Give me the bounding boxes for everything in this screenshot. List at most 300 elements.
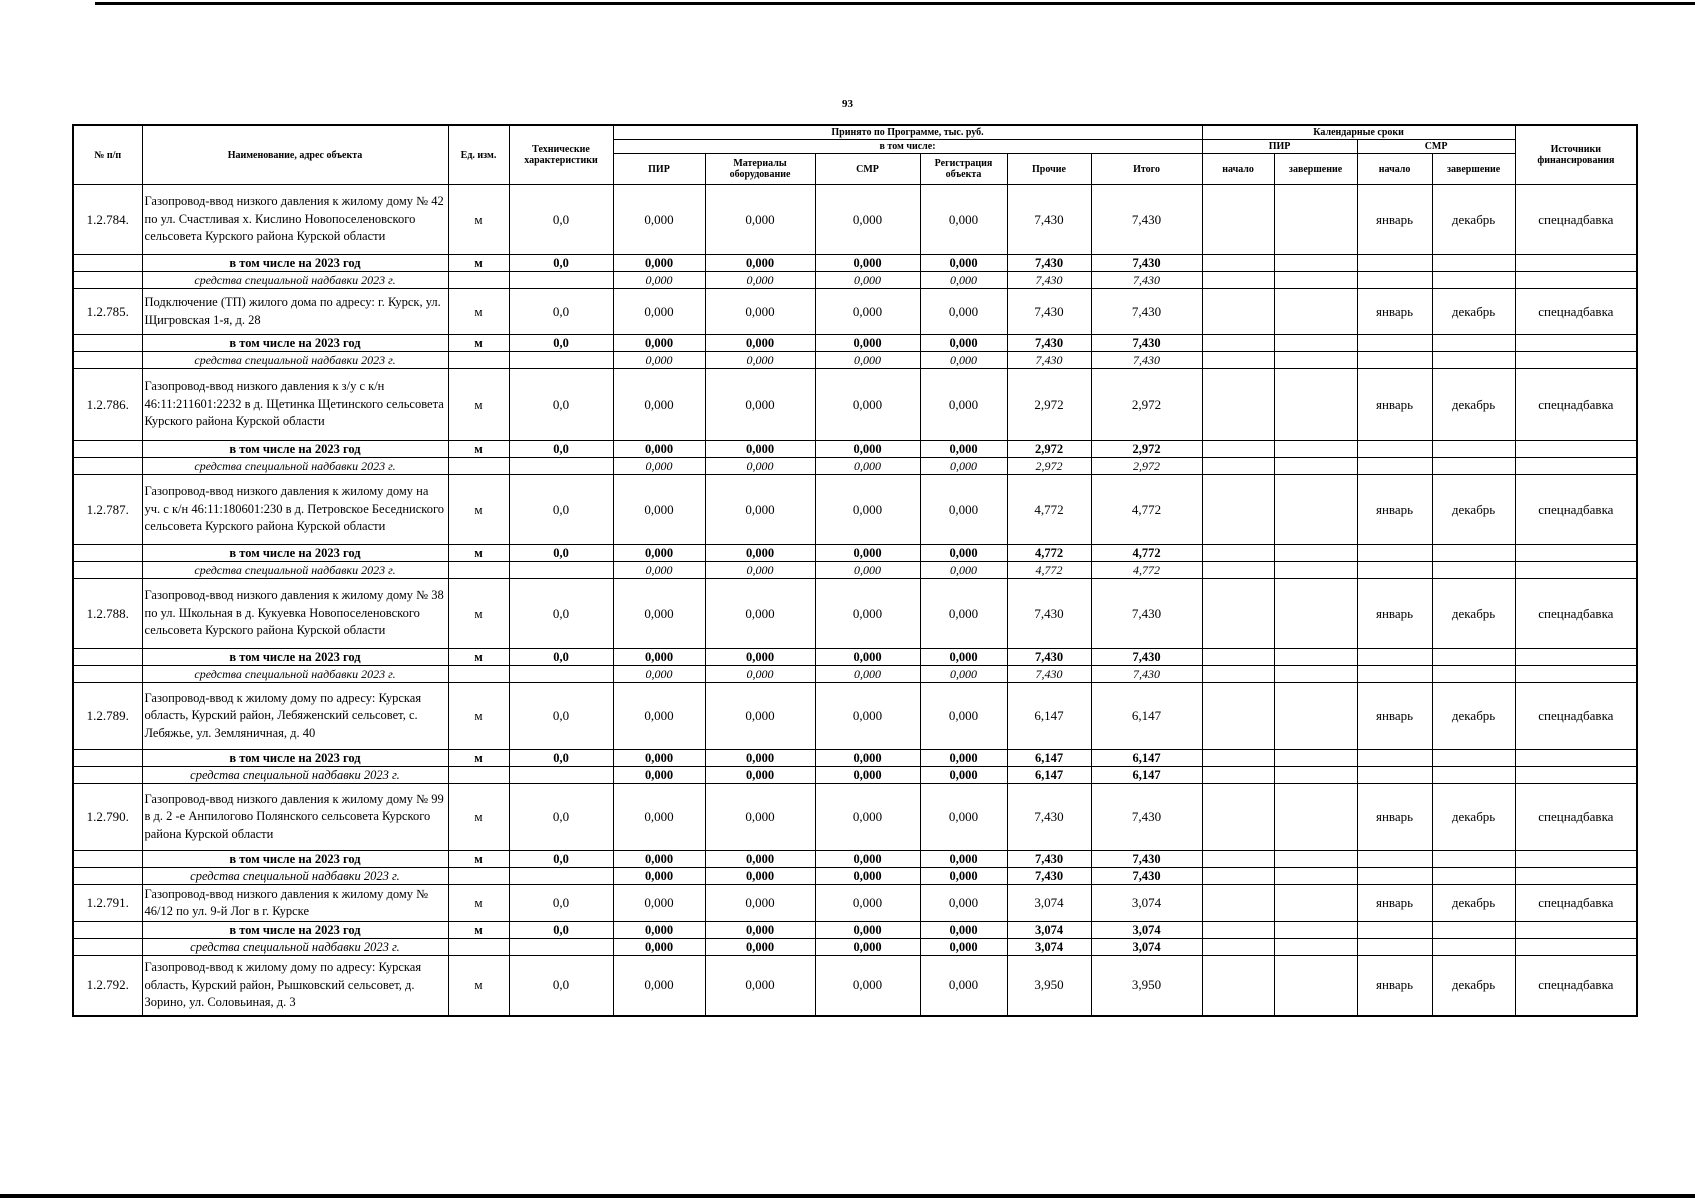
empty-cell <box>1274 335 1357 352</box>
unit-cell: м <box>448 289 509 335</box>
empty-cell <box>1357 272 1432 289</box>
materials-cell: 0,000 <box>705 885 815 922</box>
funding-row <box>73 868 1637 885</box>
pir-cell: 0,000 <box>613 255 705 272</box>
total-cell: 7,430 <box>1091 579 1202 649</box>
row-number <box>73 868 142 885</box>
empty-cell <box>1274 851 1357 868</box>
empty-cell <box>1274 255 1357 272</box>
smr-cell: 0,000 <box>815 956 920 1016</box>
unit-cell: м <box>448 649 509 666</box>
materials-cell: 0,000 <box>705 289 815 335</box>
registration-cell: 0,000 <box>920 885 1007 922</box>
col-registration: Регистрация объекта <box>920 154 1007 185</box>
row-number: 1.2.785. <box>73 289 142 335</box>
empty-cell <box>1432 352 1515 369</box>
unit-cell: м <box>448 683 509 750</box>
empty-cell <box>1357 750 1432 767</box>
smr-cell: 0,000 <box>815 458 920 475</box>
funding-label: средства специальной надбавки 2023 г. <box>142 352 448 369</box>
scan-bottom-edge <box>0 1194 1695 1198</box>
other-cell: 2,972 <box>1007 441 1091 458</box>
empty-cell <box>1432 922 1515 939</box>
reg-cell: 0,000 <box>920 441 1007 458</box>
empty-cell <box>1357 352 1432 369</box>
pir-start-cell <box>1202 956 1274 1016</box>
subtotal-row <box>73 851 1637 868</box>
reg-cell: 0,000 <box>920 649 1007 666</box>
empty-cell <box>1357 851 1432 868</box>
empty-cell <box>1432 441 1515 458</box>
row-number: 1.2.788. <box>73 579 142 649</box>
empty-cell <box>1202 939 1274 956</box>
empty-cell <box>1357 868 1432 885</box>
smr-cell: 0,000 <box>815 851 920 868</box>
empty-cell <box>1515 851 1637 868</box>
empty-cell <box>1274 922 1357 939</box>
col-unit: Ед. изм. <box>448 125 509 185</box>
unit-cell <box>448 272 509 289</box>
registration-cell: 0,000 <box>920 185 1007 255</box>
empty-cell <box>1515 441 1637 458</box>
pir-cell: 0,000 <box>613 868 705 885</box>
source-cell: спецнадбавка <box>1515 956 1637 1016</box>
unit-cell <box>448 939 509 956</box>
unit-cell: м <box>448 255 509 272</box>
source-cell: спецнадбавка <box>1515 475 1637 545</box>
total-cell: 7,430 <box>1091 851 1202 868</box>
smr-cell: 0,000 <box>815 289 920 335</box>
pir-cell: 0,000 <box>613 458 705 475</box>
total-cell: 2,972 <box>1091 458 1202 475</box>
empty-cell <box>1515 352 1637 369</box>
smr-cell: 0,000 <box>815 562 920 579</box>
row-number <box>73 666 142 683</box>
row-number: 1.2.792. <box>73 956 142 1016</box>
empty-cell <box>1432 939 1515 956</box>
pir-end-cell <box>1274 185 1357 255</box>
unit-cell: м <box>448 185 509 255</box>
object-name: Газопровод-ввод к жилому дому по адресу: Курская область, Курский район, Рышковский сельсовет, д. Зорино, ул. Соловьиная, д. 3 <box>142 956 448 1016</box>
mat-cell: 0,000 <box>705 272 815 289</box>
subtotal-label: в том числе на 2023 год <box>142 750 448 767</box>
program-table <box>72 124 1638 1017</box>
reg-cell: 0,000 <box>920 939 1007 956</box>
materials-cell: 0,000 <box>705 579 815 649</box>
unit-cell: м <box>448 545 509 562</box>
total-cell: 7,430 <box>1091 352 1202 369</box>
smr-cell: 0,000 <box>815 255 920 272</box>
row-number <box>73 767 142 784</box>
total-cell: 7,430 <box>1091 335 1202 352</box>
tech-cell: 0,0 <box>509 885 613 922</box>
table-row <box>73 185 1637 255</box>
subtotal-label: в том числе на 2023 год <box>142 851 448 868</box>
empty-cell <box>1515 335 1637 352</box>
subtotal-label: в том числе на 2023 год <box>142 441 448 458</box>
other-cell: 3,074 <box>1007 939 1091 956</box>
row-number <box>73 335 142 352</box>
funding-label: средства специальной надбавки 2023 г. <box>142 272 448 289</box>
subtotal-label: в том числе на 2023 год <box>142 545 448 562</box>
registration-cell: 0,000 <box>920 683 1007 750</box>
object-name: Газопровод-ввод низкого давления к з/у с к/н 46:11:211601:2232 в д. Щетинка Щетинского сельсовета Курского района Курской области <box>142 369 448 441</box>
tech-cell: 0,0 <box>509 683 613 750</box>
pir-end-cell <box>1274 956 1357 1016</box>
col-cal-pir: ПИР <box>1202 140 1357 154</box>
unit-cell <box>448 868 509 885</box>
empty-cell <box>1274 767 1357 784</box>
other-cell: 4,772 <box>1007 475 1091 545</box>
total-cell: 7,430 <box>1091 666 1202 683</box>
source-cell: спецнадбавка <box>1515 784 1637 851</box>
empty-cell <box>1202 441 1274 458</box>
subtotal-label: в том числе на 2023 год <box>142 335 448 352</box>
total-cell: 3,950 <box>1091 956 1202 1016</box>
empty-cell <box>1357 922 1432 939</box>
funding-label: средства специальной надбавки 2023 г. <box>142 458 448 475</box>
smr-cell: 0,000 <box>815 750 920 767</box>
smr-start-cell: январь <box>1357 185 1432 255</box>
empty-cell <box>1515 562 1637 579</box>
total-cell: 7,430 <box>1091 868 1202 885</box>
empty-cell <box>1432 272 1515 289</box>
empty-cell <box>1202 649 1274 666</box>
col-smr: СМР <box>815 154 920 185</box>
unit-cell <box>448 562 509 579</box>
pir-cell: 0,000 <box>613 767 705 784</box>
subtotal-row <box>73 649 1637 666</box>
mat-cell: 0,000 <box>705 545 815 562</box>
smr-cell: 0,000 <box>815 441 920 458</box>
funding-row <box>73 767 1637 784</box>
empty-cell <box>1515 922 1637 939</box>
smr-cell: 0,000 <box>815 784 920 851</box>
mat-cell: 0,000 <box>705 441 815 458</box>
col-pir-end: завершение <box>1274 154 1357 185</box>
col-smr-start: начало <box>1357 154 1432 185</box>
col-accepted: Принято по Программе, тыс. руб. <box>613 125 1202 140</box>
tech-cell: 0,0 <box>509 369 613 441</box>
subtotal-row <box>73 441 1637 458</box>
tech-cell <box>509 666 613 683</box>
other-cell: 3,074 <box>1007 885 1091 922</box>
other-cell: 7,430 <box>1007 272 1091 289</box>
source-cell: спецнадбавка <box>1515 683 1637 750</box>
unit-cell: м <box>448 369 509 441</box>
total-cell: 6,147 <box>1091 683 1202 750</box>
col-pir: ПИР <box>613 154 705 185</box>
pir-start-cell <box>1202 683 1274 750</box>
source-cell: спецнадбавка <box>1515 885 1637 922</box>
materials-cell: 0,000 <box>705 369 815 441</box>
subtotal-label: в том числе на 2023 год <box>142 922 448 939</box>
reg-cell: 0,000 <box>920 922 1007 939</box>
empty-cell <box>1357 939 1432 956</box>
empty-cell <box>1515 868 1637 885</box>
row-number <box>73 441 142 458</box>
funding-label: средства специальной надбавки 2023 г. <box>142 562 448 579</box>
source-cell: спецнадбавка <box>1515 579 1637 649</box>
col-calendar: Календарные сроки <box>1202 125 1515 140</box>
empty-cell <box>1357 545 1432 562</box>
other-cell: 6,147 <box>1007 750 1091 767</box>
table-row <box>73 289 1637 335</box>
smr-cell: 0,000 <box>815 545 920 562</box>
total-cell: 6,147 <box>1091 750 1202 767</box>
table-header <box>73 125 1637 185</box>
empty-cell <box>1357 562 1432 579</box>
subtotal-row <box>73 335 1637 352</box>
unit-cell: м <box>448 956 509 1016</box>
tech-cell: 0,0 <box>509 185 613 255</box>
object-name: Подключение (ТП) жилого дома по адресу: г. Курск, ул. Щигровская 1-я, д. 28 <box>142 289 448 335</box>
funding-row <box>73 939 1637 956</box>
mat-cell: 0,000 <box>705 868 815 885</box>
row-number: 1.2.791. <box>73 885 142 922</box>
empty-cell <box>1202 666 1274 683</box>
other-cell: 7,430 <box>1007 851 1091 868</box>
unit-cell <box>448 666 509 683</box>
reg-cell: 0,000 <box>920 562 1007 579</box>
table-row <box>73 579 1637 649</box>
row-number <box>73 922 142 939</box>
smr-cell: 0,000 <box>815 767 920 784</box>
empty-cell <box>1274 352 1357 369</box>
other-cell: 4,772 <box>1007 545 1091 562</box>
empty-cell <box>1274 272 1357 289</box>
reg-cell: 0,000 <box>920 545 1007 562</box>
unit-cell <box>448 767 509 784</box>
pir-cell: 0,000 <box>613 272 705 289</box>
total-cell: 2,972 <box>1091 441 1202 458</box>
empty-cell <box>1515 458 1637 475</box>
col-smr-end: завершение <box>1432 154 1515 185</box>
total-cell: 2,972 <box>1091 369 1202 441</box>
col-name: Наименование, адрес объекта <box>142 125 448 185</box>
pir-cell: 0,000 <box>613 666 705 683</box>
unit-cell: м <box>448 335 509 352</box>
pir-cell: 0,000 <box>613 352 705 369</box>
funding-row <box>73 352 1637 369</box>
empty-cell <box>1432 562 1515 579</box>
smr-end-cell: декабрь <box>1432 579 1515 649</box>
object-name: Газопровод-ввод низкого давления к жилому дому № 38 по ул. Школьная в д. Кукуевка Новопоселеновского сельсовета Курского района Курской области <box>142 579 448 649</box>
row-number: 1.2.789. <box>73 683 142 750</box>
funding-label: средства специальной надбавки 2023 г. <box>142 666 448 683</box>
pir-start-cell <box>1202 185 1274 255</box>
other-cell: 7,430 <box>1007 579 1091 649</box>
empty-cell <box>1274 458 1357 475</box>
smr-start-cell: январь <box>1357 784 1432 851</box>
smr-cell: 0,000 <box>815 666 920 683</box>
object-name: Газопровод-ввод низкого давления к жилому дому № 46/12 по ул. 9-й Лог в г. Курске <box>142 885 448 922</box>
table-row <box>73 956 1637 1016</box>
empty-cell <box>1432 851 1515 868</box>
smr-cell: 0,000 <box>815 683 920 750</box>
tech-cell <box>509 767 613 784</box>
pir-cell: 0,000 <box>613 922 705 939</box>
registration-cell: 0,000 <box>920 784 1007 851</box>
reg-cell: 0,000 <box>920 767 1007 784</box>
empty-cell <box>1274 562 1357 579</box>
empty-cell <box>1432 767 1515 784</box>
pir-cell: 0,000 <box>613 750 705 767</box>
empty-cell <box>1432 545 1515 562</box>
row-number <box>73 851 142 868</box>
total-cell: 3,074 <box>1091 939 1202 956</box>
empty-cell <box>1515 767 1637 784</box>
smr-cell: 0,000 <box>815 475 920 545</box>
tech-cell: 0,0 <box>509 649 613 666</box>
tech-cell: 0,0 <box>509 475 613 545</box>
empty-cell <box>1432 335 1515 352</box>
subtotal-row <box>73 750 1637 767</box>
reg-cell: 0,000 <box>920 868 1007 885</box>
materials-cell: 0,000 <box>705 185 815 255</box>
row-number <box>73 352 142 369</box>
col-num: № п/п <box>73 125 142 185</box>
source-cell: спецнадбавка <box>1515 369 1637 441</box>
row-number: 1.2.790. <box>73 784 142 851</box>
funding-label: средства специальной надбавки 2023 г. <box>142 939 448 956</box>
mat-cell: 0,000 <box>705 335 815 352</box>
table-row <box>73 784 1637 851</box>
unit-cell: м <box>448 750 509 767</box>
materials-cell: 0,000 <box>705 475 815 545</box>
smr-cell: 0,000 <box>815 272 920 289</box>
tech-cell: 0,0 <box>509 956 613 1016</box>
empty-cell <box>1432 868 1515 885</box>
funding-row <box>73 666 1637 683</box>
empty-cell <box>1274 750 1357 767</box>
pir-cell: 0,000 <box>613 475 705 545</box>
total-cell: 4,772 <box>1091 545 1202 562</box>
smr-cell: 0,000 <box>815 579 920 649</box>
empty-cell <box>1202 562 1274 579</box>
pir-cell: 0,000 <box>613 784 705 851</box>
table-row <box>73 475 1637 545</box>
subtotal-row <box>73 922 1637 939</box>
empty-cell <box>1274 545 1357 562</box>
smr-cell: 0,000 <box>815 185 920 255</box>
smr-start-cell: январь <box>1357 475 1432 545</box>
smr-end-cell: декабрь <box>1432 784 1515 851</box>
source-cell: спецнадбавка <box>1515 185 1637 255</box>
other-cell: 7,430 <box>1007 649 1091 666</box>
row-number <box>73 255 142 272</box>
tech-cell <box>509 562 613 579</box>
empty-cell <box>1515 255 1637 272</box>
total-cell: 7,430 <box>1091 649 1202 666</box>
pir-cell: 0,000 <box>613 579 705 649</box>
mat-cell: 0,000 <box>705 939 815 956</box>
registration-cell: 0,000 <box>920 579 1007 649</box>
object-name: Газопровод-ввод низкого давления к жилому дому на уч. с к/н 46:11:180601:230 в д. Петровское Беседниского сельсовета Курского района Курской области <box>142 475 448 545</box>
pir-start-cell <box>1202 369 1274 441</box>
materials-cell: 0,000 <box>705 956 815 1016</box>
row-number: 1.2.784. <box>73 185 142 255</box>
row-number <box>73 545 142 562</box>
tech-cell <box>509 458 613 475</box>
registration-cell: 0,000 <box>920 369 1007 441</box>
row-number <box>73 649 142 666</box>
row-number: 1.2.787. <box>73 475 142 545</box>
smr-cell: 0,000 <box>815 939 920 956</box>
col-materials: Материалы оборудование <box>705 154 815 185</box>
unit-cell <box>448 352 509 369</box>
smr-start-cell: январь <box>1357 579 1432 649</box>
smr-cell: 0,000 <box>815 352 920 369</box>
materials-cell: 0,000 <box>705 784 815 851</box>
col-cal-smr: СМР <box>1357 140 1515 154</box>
tech-cell: 0,0 <box>509 579 613 649</box>
tech-cell: 0,0 <box>509 784 613 851</box>
pir-cell: 0,000 <box>613 683 705 750</box>
tech-cell: 0,0 <box>509 289 613 335</box>
tech-cell <box>509 939 613 956</box>
smr-cell: 0,000 <box>815 885 920 922</box>
reg-cell: 0,000 <box>920 851 1007 868</box>
mat-cell: 0,000 <box>705 562 815 579</box>
registration-cell: 0,000 <box>920 475 1007 545</box>
other-cell: 2,972 <box>1007 369 1091 441</box>
empty-cell <box>1202 255 1274 272</box>
unit-cell: м <box>448 784 509 851</box>
pir-start-cell <box>1202 579 1274 649</box>
row-number <box>73 562 142 579</box>
pir-cell: 0,000 <box>613 185 705 255</box>
pir-cell: 0,000 <box>613 441 705 458</box>
tech-cell: 0,0 <box>509 255 613 272</box>
empty-cell <box>1202 545 1274 562</box>
empty-cell <box>1202 851 1274 868</box>
unit-cell: м <box>448 475 509 545</box>
empty-cell <box>1202 922 1274 939</box>
smr-end-cell: декабрь <box>1432 289 1515 335</box>
unit-cell <box>448 458 509 475</box>
tech-cell: 0,0 <box>509 545 613 562</box>
smr-end-cell: декабрь <box>1432 885 1515 922</box>
pir-cell: 0,000 <box>613 335 705 352</box>
subtotal-row <box>73 545 1637 562</box>
empty-cell <box>1357 441 1432 458</box>
other-cell: 6,147 <box>1007 767 1091 784</box>
scan-top-edge <box>95 2 1695 5</box>
unit-cell: м <box>448 579 509 649</box>
row-number <box>73 750 142 767</box>
total-cell: 7,430 <box>1091 272 1202 289</box>
page-number: 93 <box>842 98 853 110</box>
table-row <box>73 885 1637 922</box>
reg-cell: 0,000 <box>920 458 1007 475</box>
total-cell: 7,430 <box>1091 185 1202 255</box>
pir-end-cell <box>1274 885 1357 922</box>
smr-end-cell: декабрь <box>1432 369 1515 441</box>
smr-cell: 0,000 <box>815 922 920 939</box>
pir-cell: 0,000 <box>613 369 705 441</box>
empty-cell <box>1432 666 1515 683</box>
reg-cell: 0,000 <box>920 352 1007 369</box>
smr-start-cell: январь <box>1357 683 1432 750</box>
total-cell: 4,772 <box>1091 475 1202 545</box>
unit-cell: м <box>448 922 509 939</box>
other-cell: 7,430 <box>1007 868 1091 885</box>
smr-start-cell: январь <box>1357 369 1432 441</box>
total-cell: 3,074 <box>1091 885 1202 922</box>
empty-cell <box>1202 767 1274 784</box>
mat-cell: 0,000 <box>705 767 815 784</box>
